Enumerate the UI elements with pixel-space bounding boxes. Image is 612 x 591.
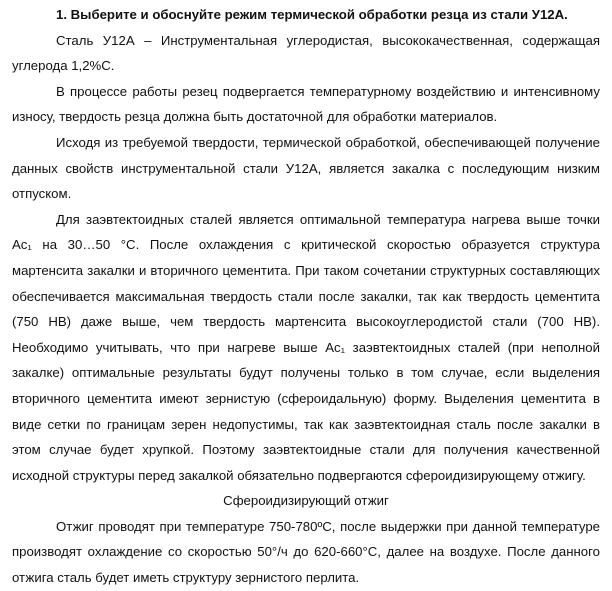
- paragraph-quenching-details: Для заэвтектоидных сталей является оптимальной температура нагрева выше точки Ас₁ на 30…50 °С. После охлаждения с критической скоростью образуется структура мартенсита закалки и вторичного цементита. При таком сочетании структурных составляющих обеспечивается максимальная твердость стали после закалки, так как твердость цементита (750 НВ) даже выше, чем твердость мартенсита высокоуглеродистой стали (700 НВ). Необходимо учитывать, что при нагреве выше Ас₁ заэвтектоидных сталей (при неполной закалке) оптимальные результаты будут получены только в том случае, если выделения вторичного цементита имеют зернистую (сфероидальную) форму. Выделения цементита в виде сетки по границам зерен недопустимы, так как заэвтектоидная сталь после закалки в этом случае будет хрупкой. Поэтому заэвтектоидные стали для получения качественной исходной структуры перед закалкой обязательно подвергаются сфероидизирующему отжигу.: [12, 211, 600, 483]
- paragraph-working-conditions: В процессе работы резец подвергается температурному воздействию и интенсивному износу, твердость резца должна быть достаточной для обработки материалов.: [12, 83, 600, 125]
- section-subheading: Сфероидизирующий отжиг: [223, 493, 389, 509]
- paragraph-steel-description: Сталь У12А – Инструментальная углеродистая, высококачественная, содержащая углерода 1,2%С.: [12, 32, 600, 74]
- document-heading: 1. Выберите и обоснуйте режим термической обработки резца из стали У12А.: [56, 7, 568, 22]
- paragraph-heat-treatment-choice: Исходя из требуемой твердости, термической обработкой, обеспечивающей получение данных свойств инструментальной стали У12А, является закалка с последующим низким отпуском.: [12, 134, 600, 202]
- paragraph-annealing: Отжиг проводят при температуре 750-780ºС, после выдержки при данной температуре производят охлаждение со скоростью 50°/ч до 620-660°С, далее на воздухе. После данного отжига сталь будет иметь структуру зернистого перлита.: [12, 518, 600, 586]
